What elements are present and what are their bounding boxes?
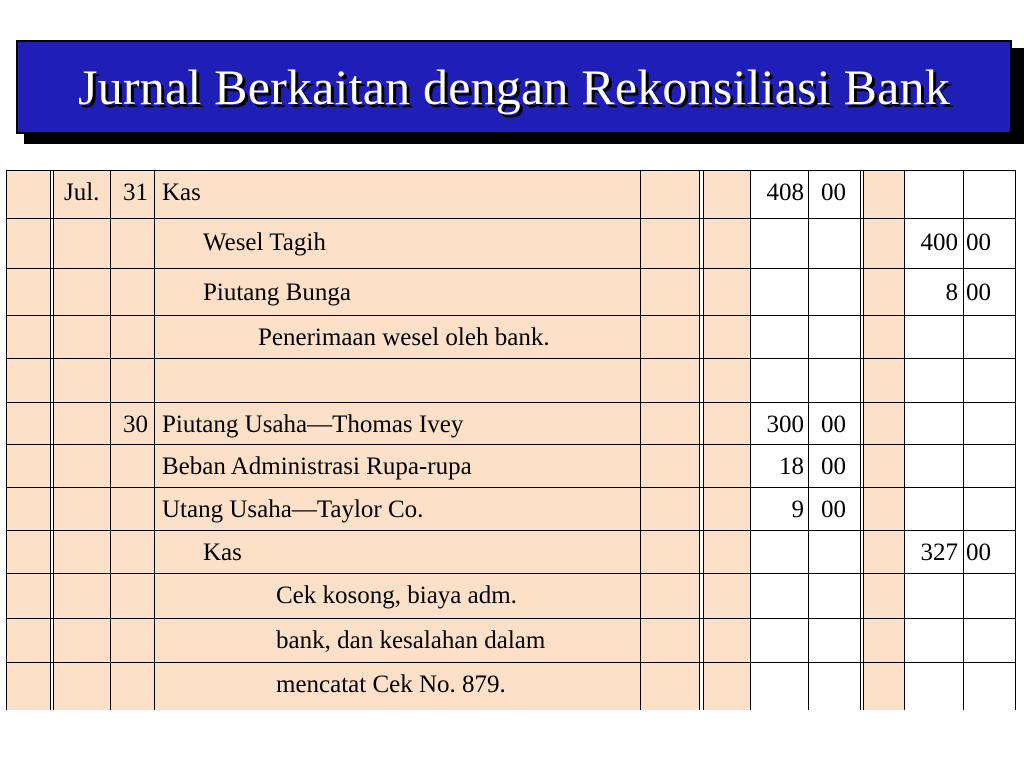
entry-day: 31	[123, 179, 148, 206]
credit-amount: 8	[945, 279, 958, 306]
entry-description: Penerimaan wesel oleh bank.	[258, 324, 550, 351]
column-bg-5	[703, 170, 750, 710]
entry-description: mencatat Cek No. 879.	[276, 671, 506, 698]
entry-description: Wesel Tagih	[203, 229, 326, 256]
entry-description: Utang Usaha—Taylor Co.	[162, 496, 424, 523]
entry-description: Piutang Bunga	[203, 279, 351, 306]
debit-amount: 408	[766, 179, 804, 206]
column-bg-0	[6, 170, 50, 710]
debit-amount: 9	[791, 496, 804, 523]
debit-amount: 18	[779, 453, 804, 480]
entry-day: 30	[123, 411, 148, 438]
entry-description: Kas	[203, 539, 242, 566]
credit-cents: 00	[966, 229, 991, 256]
journal-table	[6, 170, 1016, 710]
debit-cents: 00	[821, 453, 846, 480]
debit-cents: 00	[821, 411, 846, 438]
entry-description: Kas	[162, 179, 201, 206]
entry-month: Jul.	[64, 179, 100, 206]
entry-description: Piutang Usaha—Thomas Ivey	[162, 411, 464, 438]
column-bg-4	[640, 170, 699, 710]
credit-cents: 00	[966, 539, 991, 566]
credit-amount: 327	[920, 539, 958, 566]
entry-description: bank, dan kesalahan dalam	[276, 627, 546, 654]
entry-description: Cek kosong, biaya adm.	[276, 582, 517, 609]
entry-description: Beban Administrasi Rupa-rupa	[162, 453, 472, 480]
credit-cents: 00	[966, 279, 991, 306]
debit-cents: 00	[821, 496, 846, 523]
column-bg-1	[53, 170, 110, 710]
title-banner	[16, 40, 1012, 134]
column-bg-7	[808, 170, 860, 710]
debit-amount: 300	[766, 411, 804, 438]
column-bg-8	[863, 170, 904, 710]
credit-amount: 400	[920, 229, 958, 256]
column-bg-2	[110, 170, 154, 710]
debit-cents: 00	[821, 179, 846, 206]
page-title: Jurnal Berkaitan dengan Rekonsiliasi Bank	[78, 59, 950, 115]
column-bg-6	[750, 170, 808, 710]
